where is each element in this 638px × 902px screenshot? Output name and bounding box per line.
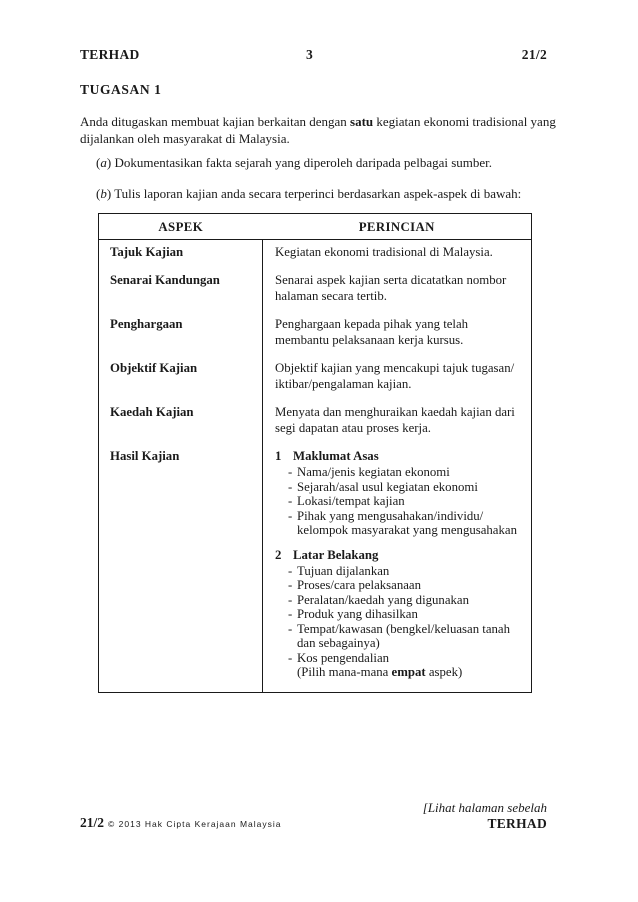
aspek-cell: Kaedah Kajian xyxy=(110,405,194,419)
perincian-cell: Objektif kajian yang mencakupi tajuk tugasan/ iktibar/pengalaman kajian. xyxy=(263,356,532,400)
list-item-text: Tempat/kawasan (bengkel/keluasan tanah dan sebagainya) xyxy=(297,621,511,650)
list-item-text: Produk yang dihasilkan xyxy=(297,607,418,621)
paper-code: 21/2 xyxy=(521,47,547,62)
table-row xyxy=(99,268,532,312)
list-item: - Produk yang dihasilkan xyxy=(288,607,418,621)
list-item-text: Tujuan dijalankan xyxy=(297,563,390,578)
table-row xyxy=(99,312,532,356)
section-title-text: Latar Belakang xyxy=(293,547,379,562)
footer-classification: TERHAD xyxy=(487,816,547,831)
section-list xyxy=(275,465,525,538)
table-row xyxy=(99,240,532,269)
list-item: - Lokasi/tempat kajian xyxy=(288,494,405,508)
intro-text-before: Anda ditugaskan membuat kajian berkaitan dengan xyxy=(80,114,351,129)
section-list xyxy=(275,564,525,680)
intro-text-bold: satu xyxy=(350,114,374,129)
aspek-cell: Tajuk Kajian xyxy=(110,245,184,259)
task-item-b-label: b xyxy=(100,186,107,201)
footer-code: 21/2 xyxy=(80,815,105,830)
list-item-text: Pihak yang mengusahakan/individu/ kelompok masyarakat yang mengusahakan xyxy=(297,508,517,537)
list-item-text: Kos pengendalian xyxy=(297,650,390,665)
perincian-cell: Kegiatan ekonomi tradisional di Malaysia. xyxy=(263,240,532,269)
aspek-cell: Senarai Kandungan xyxy=(110,273,220,287)
intro-paragraph xyxy=(80,113,560,147)
table-row-hasil xyxy=(99,444,532,692)
table-row xyxy=(99,400,532,444)
table-row xyxy=(99,356,532,400)
col-header-perincian: PERINCIAN xyxy=(263,214,532,240)
list-item: - Proses/cara pelaksanaan xyxy=(288,578,422,592)
task-item-b-text: Tulis laporan kajian anda secara terperinci berdasarkan aspek-aspek di bawah: xyxy=(114,186,522,201)
note-text-before: (Pilih mana-mana xyxy=(297,665,392,679)
task-title: TUGASAN 1 xyxy=(80,82,162,97)
note-text-after: aspek) xyxy=(425,665,463,679)
task-item-a: (a) Dokumentasikan fakta sejarah yang diperoleh daripada pelbagai sumber. xyxy=(96,155,493,170)
aspek-cell: Objektif Kajian xyxy=(110,361,198,375)
aspek-cell: Penghargaan xyxy=(110,317,183,331)
list-item-text: Nama/jenis kegiatan ekonomi xyxy=(297,465,450,479)
task-item-a-text: Dokumentasikan fakta sejarah yang diperoleh daripada pelbagai sumber. xyxy=(114,155,493,170)
list-item: - Nama/jenis kegiatan ekonomi xyxy=(288,465,450,479)
header-classification: TERHAD xyxy=(80,47,140,62)
footer-copyright: © 2013 Hak Cipta Kerajaan Malaysia xyxy=(108,819,282,829)
section-number: 2 xyxy=(275,547,282,562)
aspek-cell: Hasil Kajian xyxy=(110,449,180,463)
note-text-bold: empat xyxy=(391,665,426,679)
footer-left xyxy=(80,815,282,831)
list-item: - Sejarah/asal usul kegiatan ekonomi xyxy=(288,479,478,494)
task-item-b: (b) Tulis laporan kajian anda secara terperinci berdasarkan aspek-aspek di bawah: xyxy=(96,186,522,201)
col-header-aspek: ASPEK xyxy=(99,214,263,240)
section-title xyxy=(275,547,525,563)
selection-note xyxy=(297,665,525,680)
section-number: 1 xyxy=(275,449,282,463)
section-title-text: Maklumat Asas xyxy=(293,449,379,463)
perincian-cell-hasil xyxy=(263,444,532,692)
list-item-text: Sejarah/asal usul kegiatan ekonomi xyxy=(297,479,478,494)
perincian-cell: Senarai aspek kajian serta dicatatkan nombor halaman secara tertib. xyxy=(263,268,532,312)
aspect-table xyxy=(98,213,532,693)
list-item-text: Peralatan/kaedah yang digunakan xyxy=(297,592,469,607)
perincian-cell: Penghargaan kepada pihak yang telah membantu pelaksanaan kerja kursus. xyxy=(263,312,532,356)
list-item-text: Proses/cara pelaksanaan xyxy=(297,578,422,592)
list-item: - Peralatan/kaedah yang digunakan xyxy=(288,592,469,607)
list-item: - Tujuan dijalankan xyxy=(288,563,390,578)
list-item-text: Lokasi/tempat kajian xyxy=(297,494,405,508)
intro-text-after: kegiatan ekonomi tradisional yang dijalankan oleh masyarakat di Malaysia. xyxy=(80,114,556,146)
list-item: - Pihak yang mengusahakan/individu/ kelompok masyarakat yang mengusahakan xyxy=(288,508,517,537)
perincian-cell: Menyata dan menghuraikan kaedah kajian dari segi dapatan atau proses kerja. xyxy=(263,400,532,444)
list-item: - Tempat/kawasan (bengkel/keluasan tanah dan sebagainya) xyxy=(288,621,511,650)
section-title xyxy=(275,448,525,464)
list-item: - Kos pengendalian xyxy=(288,650,390,665)
task-item-a-label: a xyxy=(100,155,107,170)
turn-page-note: [Lihat halaman sebelah xyxy=(422,800,547,815)
page-number: 3 xyxy=(306,47,314,62)
